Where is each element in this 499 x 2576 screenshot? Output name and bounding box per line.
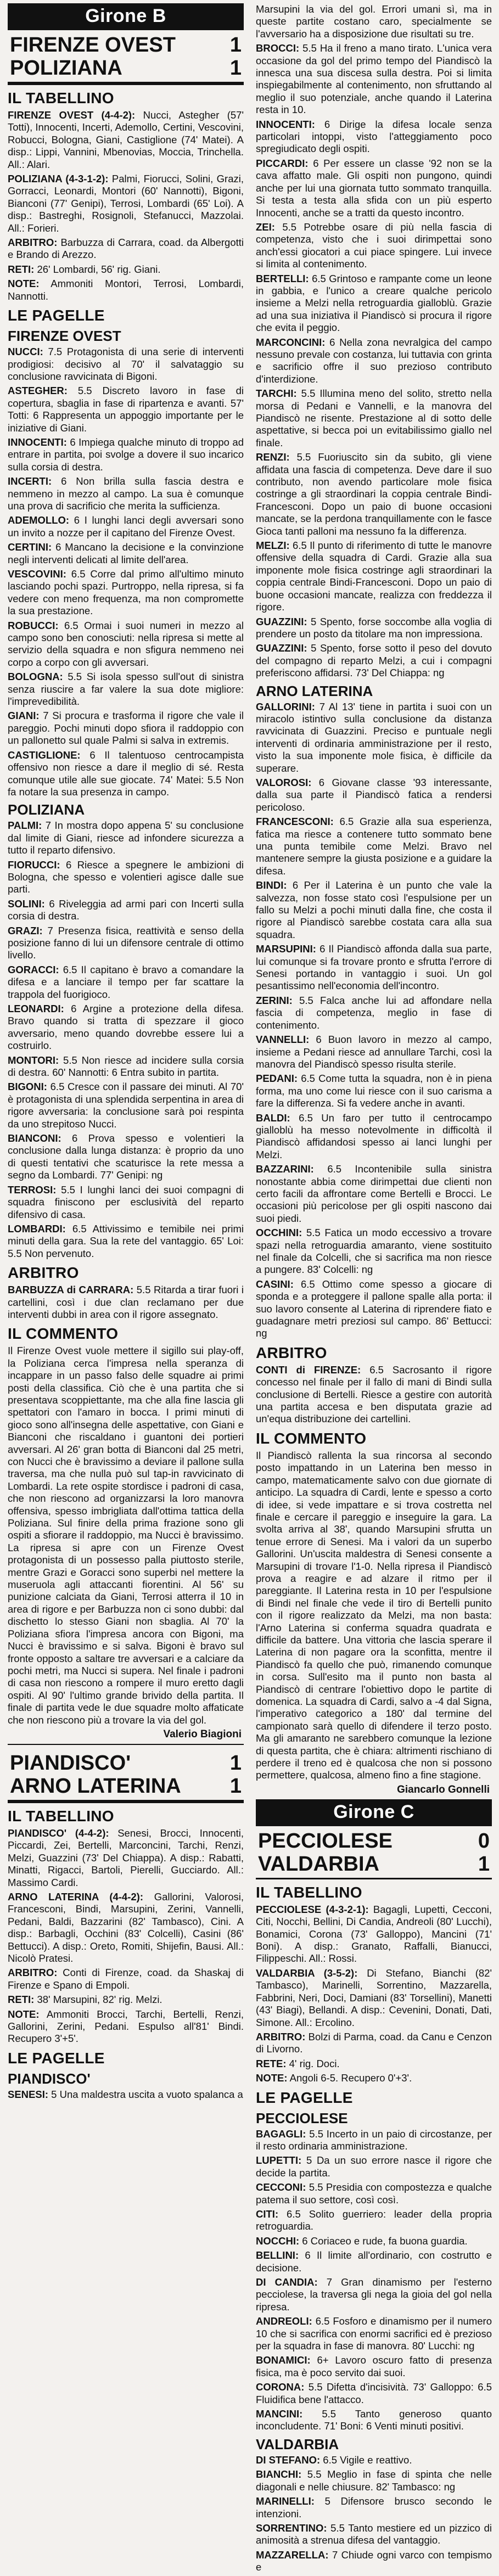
player-name: MARCONCINI:	[256, 336, 326, 348]
continued-text: Marsupini la via del gol. Errori umani sì, ma in queste partite costano caro, specialmente se l'avversario ha a disposizione due risultati su tre.	[256, 3, 492, 40]
player-name: NUCCI:	[8, 346, 43, 358]
section-heading: IL COMMENTO	[256, 1429, 367, 1447]
team-subheading: POLIZIANA	[8, 801, 85, 818]
rating-entry	[256, 2181, 492, 2206]
rating-entry	[8, 620, 244, 669]
player-comment: 6 Per essere un classe '92 non se la cava affatto male. Gli ospiti non pungono, quindi anche per lui una giornata tutto sommato tranquilla. Si testa a testa alla sfida con un più esperto Innocenti, anche se a tratti da questo incontro.	[256, 157, 492, 218]
line-label: POLIZIANA (4-3-1-2):	[8, 173, 109, 185]
player-name: ASTEGHER:	[8, 385, 68, 397]
score-home-row	[256, 1829, 492, 1853]
player-name: BOLOGNA:	[8, 671, 63, 683]
rating-entry	[256, 42, 492, 116]
rating-entry	[8, 514, 244, 539]
player-comment: 6 Impiega qualche minuto di troppo ad entrare in partita, poi svolge a dovere il suo incarico sulla corsia di destra.	[8, 436, 244, 473]
player-comment: 6.5 Vigile e reattivo.	[320, 2454, 412, 2466]
player-comment: 6 Prova spesso e volentieri la conclusione dalla lunga distanza: è proprio da uno di questi tentativi che scaturisce la rete messa a segno da Lombardi. 77' Genipi: ng	[8, 1132, 244, 1181]
goals-away: 1	[229, 1774, 242, 1798]
rating-entry	[256, 1227, 492, 1276]
tabellino-line	[8, 109, 244, 171]
section-heading: ARBITRO	[8, 1264, 79, 1282]
player-name: CERTINI:	[8, 541, 52, 553]
rating-entry	[256, 816, 492, 877]
player-name: MANCINI:	[256, 2408, 303, 2420]
line-text: Barbuzza di Carrara, coad. da Albergotti e Brando di Arezzo.	[8, 237, 244, 261]
rating-entry	[8, 568, 244, 618]
rating-entry	[256, 388, 492, 449]
player-comment: 7 In mostra dopo appena 5' su conclusione dal limite di Giani, riesce ad infondere sicurezza a tutto il reparto difensivo.	[8, 820, 244, 856]
section-heading: IL TABELLINO	[8, 1807, 114, 1825]
score-home-row	[8, 33, 244, 57]
line-text: Senesi, Brocci, Innocenti, Piccardi, Zei, Bertelli, Marconcini, Tarchi, Renzi, Melzi, Guazzini (73' Del Chiappa). A disp.: Rabatti, Minatti, Rigacci, Bartoli, Pierelli, Gucciardo. All.: Massimo Cardi.	[8, 1827, 244, 1888]
ratings-firenze-ovest	[8, 346, 244, 798]
rating-entry	[256, 221, 492, 271]
divider	[8, 1744, 244, 1745]
player-comment: 5 Spento, forse soccombe alla voglia di prendere un posto da titolare ma non impressiona.	[256, 615, 492, 639]
line-label: PECCIOLESE (4-3-2-1):	[256, 1903, 369, 1915]
player-name: MELZI:	[256, 540, 290, 552]
line-text: Di Stefano, Bianchi (82' Tambasco), Marinelli, Sorrentino, Mazzarella, Fabbrini, Neri, Doci, Damiani (83' Torsellini), Manetti (43' Biagi), Bellandi. A disp.: Cevenini, Donati, Dati, Simone. All.: Ercolino.	[256, 1967, 492, 2028]
player-name: PICCARDI:	[256, 157, 309, 169]
player-name: FIORUCCI:	[8, 858, 60, 871]
player-comment: 5.5 Potrebbe osare di più nella fascia di competenza, visto che i suoi dirimpettai sono anch'essi giocatori a cui piace spingere. Lui invece si limita al contenimento.	[256, 221, 492, 270]
rating-entry	[8, 710, 244, 747]
player-comment: 5.5 Tanto generoso quanto inconcludente. 71' Boni: 6 Venti minuti positivi.	[256, 2408, 492, 2432]
ratings-valdarbia	[256, 2454, 492, 2574]
rating-entry	[256, 2208, 492, 2233]
rating-entry	[8, 671, 244, 708]
rating-entry	[8, 1132, 244, 1182]
player-name: ZERINI:	[256, 994, 293, 1006]
player-comment: 5.5 Tanto mestiere ed un pizzico di animosità a strenua difesa del vantaggio.	[256, 2522, 492, 2546]
player-comment: 5.5 Meglio in fase di spinta che nelle diagonali e nelle chiusure. 82' Tambasco: ng	[256, 2468, 492, 2493]
ratings-arno-laterina	[256, 701, 492, 1340]
player-name: BINDI:	[256, 879, 287, 891]
player-name: BARBUZZA di CARRARA:	[8, 1284, 134, 1296]
player-name: VALOROSI:	[256, 776, 312, 788]
rating-entry	[256, 2468, 492, 2493]
player-comment: 6.5 Incontenibile sulla sinistra nonostante abbia come dirimpettai due clienti non certo facili da affrontare come Bertelli e Brocci. Le occasioni più pericolose per gli ospiti nascono dai suoi piedi.	[256, 1163, 492, 1224]
player-name: LUPETTI:	[256, 2154, 302, 2167]
rating-entry	[8, 925, 244, 962]
tabellino-line	[256, 2058, 492, 2070]
player-comment: 5.5 Incerto in un paio di circostanze, per il resto ordinaria amministrazione.	[256, 2128, 492, 2152]
tabellino-line	[8, 1827, 244, 1889]
player-comment: 6.5 Solito guerriero: leader della propria retroguardia.	[256, 2208, 492, 2232]
player-name: MARINELLI:	[256, 2495, 315, 2507]
rating-entry	[8, 541, 244, 566]
team-home: PECCIOLESE	[258, 1829, 393, 1853]
player-comment: 7 Gran dinamismo per l'esterno pecciolese, la traversa gli nega la gioia del gol nella ripresa.	[256, 2276, 492, 2313]
section-heading: LE PAGELLE	[8, 2049, 105, 2067]
rating-entry	[8, 1184, 244, 1221]
player-name: NOCCHI:	[256, 2235, 300, 2247]
rating-entry	[256, 1073, 492, 1109]
player-name: ADEMOLLO:	[8, 514, 70, 526]
player-name: BIANCHI:	[256, 2468, 302, 2480]
line-text: 38' Marsupini, 82' rig. Melzi.	[34, 1994, 162, 2006]
player-comment: 6.5 Come tutta la squadra, non è in piena forma, ma uno come lui riesce con il suo carisma a fare la differenza. Si fa vedere anche in avanti.	[256, 1073, 492, 1109]
player-name: DI STEFANO:	[256, 2454, 321, 2466]
player-name: SORRENTINO:	[256, 2522, 327, 2534]
line-label: ARNO LATERINA (4-4-2):	[8, 1890, 143, 1902]
line-text: Angoli 6-5. Recupero 0'+3'.	[287, 2072, 412, 2084]
tabellino-line	[256, 1904, 492, 1965]
team-home: FIRENZE OVEST	[10, 33, 176, 57]
rating-entry	[256, 119, 492, 155]
match-commentary: Il Piandiscò rallenta la sua rincorsa al secondo posto impattando in un Laterina ben messo in campo, matematicamente salvo con due giornate di anticipo. La squadra di Cardi, lente e spesso a corto di idee, si vede impattare e si trova costretta nel finale e cercare il pareggio e inseguire la gara. La svolta arriva al 38', quando Marsupini sfrutta un tenue errore di Senesi. Ma i valori da un superbo Gallorini. Un'uscita maldestra di Senesi consente a Marsupini di trovare l'1-0. Nella ripresa il Piandiscò prova a reagire e ad alzare il ritmo per il pareggiante. Il Laterina resta in 10 per l'espulsione di Bindi nel finale che vede il tiro di Bertelli punito con il rigore realizzato da Melzi, ma non basta: l'Arno Laterina si conferma squadra quadrata e difficile da battere. Una vittoria che lascia sperare il Laterina di non pagare ora la sconfitta, mentre il Piandiscò fa quello che può, rimanendo comunque in corsa. Sull'esito ma il punto non basta al Piandiscò di centrare l'obiettivo dopo le partite di domenica. La squadra di Cardi, salvo a -4 dal Signa, l'imperativo categorico a 180' dal termine del campionato sarà quello di difendere il terzo posto. Ma gli amaranto ne sarebbero comunque la lezione di questa partita, che è chiara: altrimenti rischiano di perdere il treno ed è qualcosa che non si possono permettere, qualcosa, almeno fino a fine stagione.	[256, 1449, 492, 1781]
player-comment: 5.5 Fatica un modo eccessivo a trovare spazi nella retroguardia amaranto, viene sostituito nel finale da Colcelli, che si sacrifica ma non riesce a pungere. 83' Colcelli: ng	[256, 1227, 492, 1276]
line-label: PIANDISCO' (4-4-2):	[8, 1827, 109, 1839]
player-comment: 6.5 Ottimo come spesso a giocare di sponda e a proteggere il pallone spalle alla porta: il suo lavoro consente al Laterina di riprendere fiato e guadagnare metri preziosi sul campo. 86' Bettucci: ng	[256, 1278, 492, 1339]
section-heading: ARBITRO	[256, 1344, 327, 1361]
player-comment: 6 Il talentuoso centrocampista offensivo non riesce a dare il meglio di sé. Resta comunque utile alle sue giocate. 74' Matei: 5.5 Non fa notare la sua presenza in campo.	[8, 749, 244, 798]
player-name: ANDREOLI:	[256, 2315, 312, 2327]
player-comment: 6.5 Il punto di riferimento di tutte le manovre offensive della squadra di Cardi. Grazie alla sua imponente mole fisica costringe agli straordinari la coppia centrale Bindi-Francesconi. Dopo un paio di buone occasioni mancate, realizza con freddezza il rigore.	[256, 540, 492, 613]
team-home: PIANDISCO'	[10, 1751, 131, 1775]
scoreline-piandisco-arno	[8, 1748, 244, 1803]
rating-entry	[256, 1163, 492, 1225]
tabellino-line	[8, 1994, 244, 2006]
team-away: ARNO LATERINA	[10, 1774, 181, 1798]
player-name: LOMBARDI:	[8, 1222, 66, 1234]
goals-home: 1	[229, 33, 242, 57]
line-label: RETE:	[256, 2057, 287, 2069]
player-name: BAZZARINI:	[256, 1163, 314, 1175]
rating-entry	[256, 2354, 492, 2379]
player-name: BELLINI:	[256, 2249, 299, 2261]
rating-entry	[256, 2315, 492, 2352]
player-comment: 6.5 Grintoso e rampante come un leone in gabbia, e l'unico a creare qualche pericolo insieme a Melzi nella retroguardia gialloblù. Grazie ad una sua iniziativa il Piandiscò si procura il rigore che evita il peggio.	[256, 272, 492, 334]
goals-away: 1	[229, 57, 242, 80]
line-text: Ammoniti Brocci, Tarchi, Bertelli, Renzi, Gallorini, Zerini, Pedani. Espulso all'81' Bindi. Recupero 3'+5'.	[8, 2008, 244, 2045]
player-comment: 6 Per il Laterina è un punto che vale la salvezza, non fosse stato così l'espulsione per un fallo su Melzi a pochi minuti dalla fine, che costa il rigore al Piandiscò sarebbe costata cara alla sua squadra.	[256, 879, 492, 940]
player-name: GRAZI:	[8, 924, 43, 936]
rating-entry	[256, 2128, 492, 2153]
line-label: ARBITRO:	[256, 2030, 306, 2042]
player-comment: 7 Al 13' tiene in partita i suoi con un miracolo istintivo sulla conclusione da distanza ravvicinata di Guazzini. Preciso e puntuale negli interventi di ordinaria amministrazione per il resto, visto la sua imponente mole fisica, è difficile da superare.	[256, 700, 492, 774]
rating-entry	[8, 964, 244, 1001]
tabellino-line	[8, 278, 244, 302]
rating-entry	[256, 777, 492, 813]
rating-entry	[8, 1003, 244, 1052]
player-name: BAGAGLI:	[256, 2128, 306, 2140]
section-heading: IL TABELLINO	[8, 89, 114, 106]
tabellino-line	[8, 263, 244, 276]
referee-rating	[256, 1364, 492, 1426]
player-name: PEDANI:	[256, 1073, 298, 1085]
rating-entry	[8, 385, 244, 434]
score-away-row	[256, 1853, 492, 1876]
line-text: Palmi, Fiorucci, Solini, Grazi, Gorracci, Leonardi, Montori (60' Nannotti), Bigoni, Bianconi (77' Genipi), Terrosi, Lombardi (65' Loi). A disp.: Bastreghi, Rosignoli, Stefanucci, Mazzolai. All.: Forieri.	[8, 173, 244, 234]
player-comment: 5.5 I lunghi lanci dei suoi compagni di squadra finiscono per esclusività del reparto difensivo di casa.	[8, 1183, 244, 1220]
player-name: GUAZZINI:	[256, 615, 307, 627]
rating-entry	[256, 2235, 492, 2247]
player-name: GALLORINI:	[256, 700, 315, 712]
player-name: BIGONI:	[8, 1081, 47, 1093]
player-name: BIANCONI:	[8, 1132, 61, 1144]
player-comment: 5 Spento, forse sotto il peso del dovuto del compagno di reparto Melzi, a cui i compagni preferiscono affidarsi. 73' Del Chiappa: ng	[256, 642, 492, 679]
scoreline-firenze-poliziana	[8, 30, 244, 85]
player-name: GORACCI:	[8, 963, 59, 975]
line-text: Bagagli, Lupetti, Cecconi, Citi, Nocchi, Bellini, Di Candia, Andreoli (80' Lucchi), Bonamici, Corona (73' Galloppo), Mancini (71' Boni). A disp.: Granato, Raffalli, Bianucci, Filippeschi. All.: Rossi.	[256, 1903, 492, 1965]
rating-entry	[256, 2549, 492, 2574]
player-comment: 6.5 Cresce con il passare dei minuti. Al 70' è protagonista di una splendida serpentina in area di rigore avversaria: la conclusione sarà poi respinta da uno strepitoso Nucci.	[8, 1081, 244, 1130]
rating-entry	[256, 995, 492, 1031]
player-name: GUAZZINI:	[256, 642, 307, 654]
player-comment: 5 Da un suo errore nasce il rigore che decide la partita.	[256, 2154, 492, 2179]
tabellino-line	[256, 2031, 492, 2056]
player-name: BALDI:	[256, 1112, 290, 1124]
player-name: MONTORI:	[8, 1054, 59, 1066]
team-away: POLIZIANA	[10, 57, 122, 80]
team-away: VALDARBIA	[258, 1852, 379, 1876]
player-comment: 5.5 Difetta d'incisività. 73' Galloppo: 6.5 Fluidifica bene l'attacco.	[256, 2381, 492, 2405]
rating-entry	[256, 1278, 492, 1340]
ratings-poliziana	[8, 820, 244, 1260]
player-name: SOLINI:	[8, 897, 45, 910]
rating-entry	[256, 158, 492, 219]
team-subheading: PECCIOLESE	[256, 2109, 348, 2126]
player-name: CITI:	[256, 2208, 279, 2220]
referee-rating	[8, 1284, 244, 1321]
player-comment: 6.5 Sacrosanto il rigore concesso nel finale per il fallo di mani di Bindi sulla conclusione di Bertelli. Riesce a gestire con autorità una partita accesa e ben disputata grazie ad un'equa distribuzione dei cartellini.	[256, 1363, 492, 1425]
player-comment: 5 Una maldestra uscita a vuoto spalanca a	[48, 2088, 243, 2100]
goals-home: 0	[478, 1829, 490, 1853]
rating-entry	[8, 898, 244, 923]
rating-entry	[256, 1112, 492, 1161]
team-subheading: FIRENZE OVEST	[8, 328, 121, 345]
player-name: ZEI:	[256, 221, 275, 233]
line-text: Ammoniti Montori, Terrosi, Lombardi, Nannotti.	[8, 278, 244, 302]
player-comment: 6.5 Fosforo e dinamismo per il numero 10 che si sacrifica con enormi sacrifici ed è prezioso per la squadra in fase di manovra. 80' Lucchi: ng	[256, 2315, 492, 2352]
player-name: CECCONI:	[256, 2181, 306, 2193]
tabellino-1	[8, 109, 244, 302]
girone-c-banner: Girone C	[256, 1799, 492, 1826]
line-label: VALDARBIA (3-5-2):	[256, 1967, 358, 1979]
section-heading: IL TABELLINO	[256, 1883, 362, 1901]
player-comment: 6.5 Ormai i suoi numeri in mezzo al campo sono ben conosciuti: nella ripresa si mette al servizio della squadra e non sfigura nemmeno nei corpo a corpo con gli avversari.	[8, 619, 244, 668]
rating-entry	[8, 436, 244, 473]
author-signature: Giancarlo Gonnelli	[397, 1783, 490, 1795]
player-comment: 6+ Lavoro oscuro fatto di presenza fisica, ma è poco servito dai suoi.	[256, 2354, 492, 2378]
rating-entry	[256, 879, 492, 941]
player-comment: 6 Mancano la decisione e la convinzione negli interventi delicati al limite dell'area.	[8, 541, 244, 565]
player-comment: 6 Non brilla sulla fascia destra e nemmeno in mezzo al campo. La sua è comunque una prova di sacrificio che merita la sufficienza.	[8, 475, 244, 512]
player-comment: 7 Presenza fisica, reattività e senso della posizione fanno di lui un difensore centrale di ottimo livello.	[8, 924, 244, 961]
rating-entry	[8, 475, 244, 512]
team-subheading: VALDARBIA	[256, 2435, 339, 2452]
player-comment: 6 Buon lavoro in mezzo al campo, insieme a Pedani riesce ad annullare Tarchi, così la manovra del Piandiscò spesso risulta sterile.	[256, 1034, 492, 1070]
rating-entry	[256, 540, 492, 613]
player-comment: 6 Nella zona nevralgica del campo nessuno prevale con costanza, lui tuttavia con grinta e sacrificio offre il suo prezioso contributo d'interdizione.	[256, 336, 492, 385]
rating-entry	[8, 1223, 244, 1260]
line-label: RETI:	[8, 263, 35, 275]
score-away-row	[8, 57, 244, 80]
rating-entry	[256, 701, 492, 775]
tabellino-line	[8, 1967, 244, 1991]
player-name: LEONARDI:	[8, 1003, 64, 1014]
player-name: TERROSI:	[8, 1183, 57, 1196]
player-name: CORONA:	[256, 2381, 305, 2393]
player-comment: 5.5 Ritarda a tirar fuori i cartellini, così i due clan reclamano per due interventi dubbi in area con il rigore assegnato.	[8, 1284, 244, 1320]
rating-entry	[256, 2154, 492, 2179]
rating-entry	[256, 273, 492, 334]
player-name: SENESI:	[8, 2088, 49, 2100]
tabellino-line	[8, 1891, 244, 1965]
line-text: Bolzi di Parma, coad. da Canu e Cenzon di Livorno.	[256, 2030, 492, 2055]
line-label: NOTE:	[8, 278, 40, 290]
line-label: FIRENZE OVEST (4-4-2):	[8, 109, 136, 121]
tabellino-2	[8, 1827, 244, 2045]
player-comment: 6 Coriaceo e rude, fa buona guardia.	[299, 2235, 468, 2247]
player-comment: 6.5 Corre dal primo all'ultimo minuto lasciando pochi spazi. Purtroppo, nella ripresa, si fa vedere con meno frequenza, ma non compromette la sua prestazione.	[8, 568, 244, 617]
left-column	[8, 0, 244, 2103]
line-text: Nucci, Astegher (57' Totti), Innocenti, Incerti, Ademollo, Certini, Vescovini, Robucci, Bologna, Giani, Castiglione (74' Matei). A disp.: Lippi, Vannini, Mbenovias, Moccia, Trinchella. All.: Alari.	[8, 109, 244, 170]
rating-entry	[256, 336, 492, 386]
player-name: RENZI:	[256, 451, 290, 463]
ratings-pecciolese	[256, 2128, 492, 2433]
section-heading: IL COMMENTO	[8, 1325, 119, 1343]
player-name: FRANCESCONI:	[256, 816, 334, 828]
player-name: CONTI di FIRENZE:	[256, 1363, 361, 1376]
section-heading: LE PAGELLE	[256, 2089, 353, 2106]
rating-entry	[8, 1081, 244, 1130]
line-text: 26' Lombardi, 56' rig. Giani.	[34, 263, 161, 275]
player-name: MAZZARELLA:	[256, 2549, 329, 2561]
rating-entry	[256, 642, 492, 679]
player-name: TARCHI:	[256, 388, 297, 400]
rating-entry	[256, 943, 492, 992]
line-label: ARBITRO:	[8, 237, 58, 249]
player-name: BERTELLI:	[256, 272, 309, 284]
player-comment: 6.5 Grazie alla sua esperienza, fatica ma riesce a contenere tutto sommato bene una punta temibile come Melzi. Bravo nel mantenere sempre la giusta posizione e a guidare la difesa.	[256, 816, 492, 877]
player-name: DI CANDIA:	[256, 2276, 318, 2288]
rating-entry	[256, 2408, 492, 2433]
player-comment: 6 I lunghi lanci degli avversari sono un invito a nozze per il capitano del Firenze Ovest.	[8, 514, 244, 538]
rating-entry	[256, 2495, 492, 2520]
right-column	[256, 0, 492, 2576]
player-comment: 5.5 Presidia con compostezza e qualche patema il suo settore, così così.	[256, 2181, 492, 2205]
player-comment: 5.5 Discreto lavoro in fase di copertura, sbaglia in fase di ripartenza e avanti. 57' Totti: 6 Rappresenta un appoggio importante per le iniziative di Giani.	[8, 385, 244, 434]
player-comment: 5 Difensore brusco secondo le intenzioni.	[256, 2495, 492, 2519]
player-comment: 7 Si procura e trasforma il rigore che vale il pareggio. Pochi minuti dopo sfiora il raddoppio con un pallonetto sul quale Palmi si salva in extremis.	[8, 710, 244, 747]
player-comment: 6.5 Il capitano è bravo a comandare la difesa e a lanciare il tempo per far scattare la trappola del fuorigioco.	[8, 963, 244, 1000]
line-text: 4' rig. Doci.	[286, 2057, 340, 2069]
line-label: NOTE:	[256, 2072, 288, 2084]
player-name: CASTIGLIONE:	[8, 749, 81, 761]
player-name: VESCOVINI:	[8, 568, 66, 580]
girone-b-banner: Girone B	[8, 3, 244, 30]
player-comment: 6 Riesce a spegnere le ambizioni di Bologna, che spesso e volentieri agisce dalle sue parti.	[8, 858, 244, 895]
rating-entry	[256, 2276, 492, 2313]
rating-entry	[256, 1034, 492, 1070]
scoreline-pecciolese-valdarbia	[256, 1826, 492, 1879]
rating-entry	[256, 2249, 492, 2274]
tabellino-3	[256, 1904, 492, 2085]
tabellino-line	[8, 237, 244, 261]
goals-away: 1	[478, 1852, 490, 1876]
rating-entry	[8, 346, 244, 383]
player-name: MARSUPINI:	[256, 943, 316, 955]
rating-entry	[8, 859, 244, 896]
player-comment: 5.5 Non riesce ad incidere sulla corsia di destra. 60' Nannotti: 6 Entra subito in partita.	[8, 1054, 244, 1079]
rating-entry	[8, 820, 244, 856]
player-name: INNOCENTI:	[8, 436, 67, 448]
rating-entry	[8, 1054, 244, 1079]
tabellino-line	[256, 2072, 492, 2084]
player-comment: 6 Riveleggia ad armi pari con Incerti sulla corsia di destra.	[8, 897, 244, 922]
player-name: BROCCI:	[256, 42, 300, 54]
player-name: INNOCENTI:	[256, 118, 315, 130]
score-home-row	[8, 1752, 244, 1775]
team-subheading: ARNO LATERINA	[256, 682, 373, 699]
tabellino-line	[256, 1967, 492, 2029]
goals-home: 1	[229, 1751, 242, 1775]
rating-entry	[256, 2381, 492, 2406]
player-comment: 7.5 Protagonista di una serie di interventi prodigiosi: decisivo al 70' il salvataggio su conclusione ravvicinata di Bigoni.	[8, 346, 244, 382]
player-comment: 5.5 Falca anche lui ad affondare nella fascia di competenza, meglio in fase di contenimento.	[256, 994, 492, 1031]
rating-entry	[256, 2522, 492, 2547]
rating-entry	[8, 2089, 244, 2101]
player-comment: 6 Giovane classe '93 interessante, dalla sua parte il Piandiscò fatica a rendersi pericoloso.	[256, 776, 492, 813]
team-subheading: PIANDISCO'	[8, 2070, 91, 2087]
player-name: INCERTI:	[8, 475, 52, 487]
player-comment: 6.5 Un faro per tutto il centrocampo gialloblù ha messo notevolmente in difficoltà il Piandiscò affidandosi spesso ai lanci lunghi per Melzi.	[256, 1112, 492, 1160]
player-name: VANNELLI:	[256, 1034, 310, 1046]
line-label: NOTE:	[8, 2008, 40, 2020]
line-label: RETI:	[8, 1994, 35, 2006]
player-comment: 6.5 Attivissimo e temibile nei primi minuti della gara. Sua la rete del vantaggio. 65' Loi: 5.5 Non pervenuto.	[8, 1222, 244, 1259]
line-label: ARBITRO:	[8, 1967, 58, 1979]
player-comment: 6 Il Piandiscò affonda dalla sua parte, lui comunque si fa trovare pronto e sfrutta l'errore di Senesi portando in vantaggio i suoi. Un gol pesantissimo nell'economia dell'incontro.	[256, 943, 492, 992]
tabellino-line	[8, 173, 244, 234]
player-name: BONAMICI:	[256, 2354, 311, 2366]
player-comment: 5.5 Illumina meno del solito, stretto nella morsa di Pedani e Vannelli, e la manovra del Piandiscò ne risente. Prestazione al di sotto delle aspettative, si becca poi un evitabilissimo giallo nel finale.	[256, 388, 492, 448]
ratings-piandisco	[256, 42, 492, 679]
player-name: CASINI:	[256, 1278, 294, 1290]
rating-entry	[256, 616, 492, 641]
rating-entry	[256, 1364, 492, 1426]
player-name: OCCHINI:	[256, 1227, 302, 1239]
player-name: PALMI:	[8, 820, 42, 832]
player-comment: 5.5 Ha il freno a mano tirato. L'unica vera occasione da gol del primo tempo del Piandiscò la innesca una sua discesa sulla destra. Poi si limita inspiegabilmente al contenimento, non sfruttando al meglio il suo potenziale, anche quando il Laterina resta in 10.	[256, 42, 492, 116]
player-comment: 5.5 Si isola spesso sull'out di sinistra senza riuscire a far valere la sua dote migliore: l'imprevedibilità.	[8, 671, 244, 708]
section-heading: LE PAGELLE	[8, 307, 105, 324]
match-commentary: Il Firenze Ovest vuole mettere il sigillo sui play-off, la Poliziana cerca l'impresa nella speranza di incappare in un passo falso delle squadre ai primi posti della classifica. Ciò che è una partita che si presentava scoppiettante, ma che alla fine lascia gli spettatori con l'amaro in bocca. I primi minuti di gioco sono all'insegna delle aspettative, con Giani e Bianconi che riscaldano i guantoni dei portieri avversari. Al 26' gran botta di Bianconi dal 25 metri, con Nucci che è bravissimo a deviare il pallone sulla traversa, ma che nulla può sul tap-in ravvicinato di Lombardi. La rete ospite stordisce i padroni di casa, che non riescono ad organizzarsi la loro manovra offensiva, spesso imbrigliata dall'ottima tattica della Poliziana. Sul finire della prima frazione sono gli ospiti a sfiorare il raddoppio, ma Nucci è bravissimo. La ripresa si apre con un Firenze Ovest protagonista di un possesso palla piuttosto sterile, mentre Grazi e Goracci sono superbi nel mettere la museruola agli attaccanti fiorentini. Al 56' su punizione calciata da Giani, Terrosi atterra il 10 in area di rigore e per Barbuzza non ci sono dubbi: dal dischetto lo stesso Giani non sbaglia. Al 70' la Poliziana sfiora l'impresa ancora con Bigoni, ma Nucci è bravissimo e si salva. Bigoni è bravo sul fronte opposto a saltare tre avversari e a calciare da pochi metri, ma Nucci si supera. Nel finale i padroni di casa non riescono a rompere il muro eretto dagli ospiti. Al 90' l'ultimo grande brivido della partita. Il finale di partita vede le due squadre molto affaticate che non riescono più a trovare la via del gol.	[8, 1345, 244, 1726]
player-comment: 6 Il limite all'ordinario, con costrutto e decisione.	[256, 2249, 492, 2274]
rating-entry	[8, 749, 244, 799]
rating-entry	[256, 2454, 492, 2466]
rating-entry	[256, 451, 492, 537]
player-comment: 6 Argine a protezione della difesa. Bravo quando si tratta di spezzare il gioco avversario, meno quando dovrebbe essere lui a costruirlo.	[8, 1003, 244, 1052]
line-text: Conti di Firenze, coad. da Shaskaj di Firenze e Spano di Empoli.	[8, 1967, 244, 1991]
player-comment: 6 Dirige la difesa locale senza particolari intoppi, visto l'atteggiamento poco spregiudicato degli ospiti.	[256, 118, 492, 155]
author-signature: Valerio Biagioni	[163, 1728, 242, 1740]
player-name: GIANI:	[8, 710, 40, 722]
player-comment: 5.5 Fuoriuscito sin da subito, gli viene affidata una fascia di competenza. Deve dare il suo contributo, non avendo particolare mole fisica costringe a gli straordinari la coppia centrale Bindi-Francesconi. Dopo un paio di buone occasioni mancate, se la perdona tranquillamente con le fasce Gioca tanti palloni ma nessuno fa la differenza.	[256, 451, 492, 537]
player-name: ROBUCCI:	[8, 619, 59, 631]
tabellino-line	[8, 2008, 244, 2045]
player-comment: 7 Chiude ogni varco con tempismo e	[256, 2549, 492, 2573]
rating-entry	[8, 1284, 244, 1321]
score-away-row	[8, 1775, 244, 1798]
line-text: Gallorini, Valorosi, Francesconi, Bindi, Marsupini, Zerini, Vannelli, Pedani, Baldi, Bazzarini (82' Tambasco), Cini. A disp.: Barbagli, Occhini (83' Colcelli), Casini (86' Bettucci). A disp.: Oreto, Romiti, Shijefin, Bausi. All.: Nicolò Pratesi.	[8, 1890, 244, 1964]
